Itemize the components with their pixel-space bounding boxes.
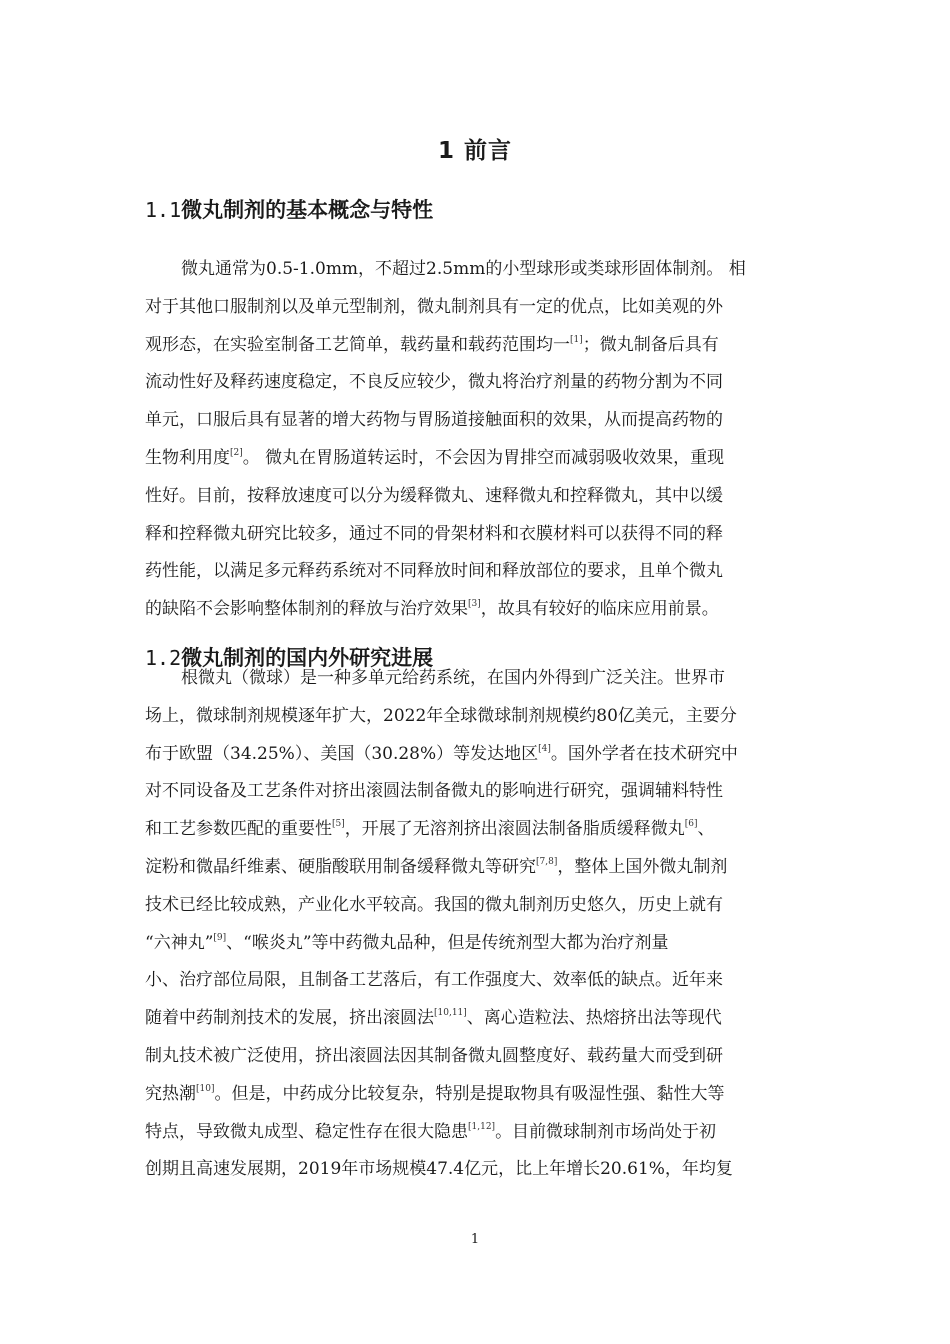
chapter-title: 1 前言: [437, 138, 512, 164]
text-segment: 。国外学者在技术研究中: [550, 743, 738, 764]
text-segment: 释和控释微丸研究比较多，通过不同的骨架材料和衣膜材料可以获得不同的释: [145, 523, 723, 544]
text-line: [145, 440, 810, 478]
text-line: [145, 364, 810, 402]
text-line: [145, 553, 810, 591]
citation-ref: [2]: [230, 447, 243, 458]
text-segment: 、离心造粒法、热熔挤出法等现代: [466, 1008, 722, 1029]
citation-ref: [4]: [538, 743, 551, 754]
citation-ref: [6]: [684, 819, 698, 830]
text-segment: 技术已经比较成熟，产业化水平较高。我国的微丸制剂历史悠久，历史上就有: [145, 894, 723, 915]
text-segment: 和工艺参数匹配的重要性: [145, 819, 332, 840]
text-line: [145, 698, 810, 736]
text-line: [145, 289, 810, 327]
text-segment: 流动性好及释药速度稳定，不良反应较少，微丸将治疗剂量的药物分割为不同: [145, 372, 723, 393]
text-segment: 、“喉炎丸”等中药微丸品种，但是传统剂型大都为治疗剂量: [226, 932, 669, 953]
text-line: [145, 1151, 810, 1189]
text-line: [145, 660, 810, 698]
text-segment: 性好。目前，按释放速度可以分为缓释微丸、速释微丸和控释微丸，其中以缓: [145, 485, 723, 506]
citation-ref: [1]: [570, 334, 583, 345]
text-segment: 。 微丸在胃肠道转运时，不会因为胃排空而减弱吸收效果，重现: [242, 447, 725, 468]
text-line: [145, 1038, 810, 1076]
text-segment: 创期且高速发展期，2019年市场规模47.4亿元，比上年增长20.61%，年均复: [145, 1159, 733, 1180]
text-line: [145, 887, 810, 925]
citation-ref: [5]: [332, 819, 345, 830]
text-line: [145, 1076, 810, 1114]
text-segment: 单元，口服后具有显著的增大药物与胃肠道接触面积的效果，从而提高药物的: [145, 410, 723, 431]
section-title-text: 微丸制剂的国内外研究进展: [181, 646, 434, 670]
text-line: [145, 962, 810, 1000]
text-segment: ，整体上国外微丸制剂: [557, 856, 728, 877]
text-segment: 的缺陷不会影响整体制剂的释放与治疗效果: [145, 599, 468, 620]
citation-ref: [9]: [213, 932, 227, 943]
text-segment: 小、治疗部位局限，且制备工艺落后，有工作强度大、效率低的缺点。近年来: [145, 970, 723, 991]
text-segment: 药性能，以满足多元释药系统对不同释放时间和释放部位的要求，且单个微丸: [145, 561, 723, 582]
text-segment: “六神丸”: [145, 932, 214, 953]
text-segment: 对不同设备及工艺条件对挤出滚圆法制备微丸的影响进行研究，强调辅料特性: [145, 781, 723, 802]
section-number: 1.1: [145, 198, 182, 222]
text-segment: 对于其他口服制剂以及单元型制剂，微丸制剂具有一定的优点，比如美观的外: [145, 296, 723, 317]
section-number: 1.2: [145, 646, 182, 670]
text-line: [145, 327, 810, 365]
text-segment: ；微丸制备后具有: [582, 334, 719, 355]
text-segment: 生物利用度: [145, 447, 230, 468]
citation-ref: [3]: [468, 599, 481, 610]
text-segment: ，开展了无溶剂挤出滚圆法制备脂质缓释微丸: [344, 819, 685, 840]
text-line: [145, 1000, 810, 1038]
text-line: [145, 849, 810, 887]
page-number: 1: [470, 1232, 480, 1247]
citation-ref: [10]: [196, 1083, 215, 1094]
citation-ref: [1,12]: [468, 1121, 496, 1132]
text-line: [145, 773, 810, 811]
text-line: [145, 478, 810, 516]
text-segment: ，故具有较好的临床应用前景。: [480, 599, 719, 620]
citation-ref: [7,8]: [536, 856, 558, 867]
text-segment: 。但是，中药成分比较复杂，特别是提取物具有吸湿性强、黏性大等: [214, 1083, 725, 1104]
text-line: [145, 925, 810, 963]
text-segment: 制丸技术被广泛使用，挤出滚圆法因其制备微丸圆整度好、载药量大而受到研: [145, 1045, 723, 1066]
citation-ref: [10,11]: [434, 1008, 467, 1019]
text-line: [145, 402, 810, 440]
section-1-2-paragraph: [145, 660, 810, 1189]
text-line: [145, 736, 810, 774]
text-segment: 随着中药制剂技术的发展，挤出滚圆法: [145, 1008, 434, 1029]
text-segment: 微丸通常为0.5-1.0mm，不超过2.5mm的小型球形或类球形固体制剂。 相: [181, 259, 746, 279]
text-line: [145, 591, 810, 629]
text-line: [145, 516, 810, 554]
text-segment: 场上，微球制剂规模逐年扩大，2022年全球微球制剂规模约80亿美元，主要分: [145, 705, 737, 726]
text-segment: 特点，导致微丸成型、稳定性存在很大隐患: [145, 1121, 468, 1142]
text-segment: 究热潮: [145, 1083, 196, 1104]
section-title-text: 微丸制剂的基本概念与特性: [181, 198, 434, 222]
text-segment: 。目前微球制剂市场尚处于初: [495, 1121, 717, 1142]
text-line: [145, 251, 810, 289]
text-segment: 观形态，在实验室制备工艺简单，载药量和载药范围均一: [145, 334, 570, 355]
section-heading-1-1: [145, 195, 433, 225]
text-segment: 淀粉和微晶纤维素、硬脂酸联用制备缓释微丸等研究: [145, 856, 536, 877]
text-segment: 布于欧盟（34.25%）、美国（30.28%）等发达地区: [145, 743, 539, 764]
text-line: [145, 811, 810, 849]
text-line: [145, 1114, 810, 1152]
section-1-1-paragraph: [145, 251, 810, 629]
text-segment: 、: [697, 819, 715, 840]
text-segment: 根微丸（微球）是一种多单元给药系统，在国内外得到广泛关注。世界市: [181, 668, 725, 688]
